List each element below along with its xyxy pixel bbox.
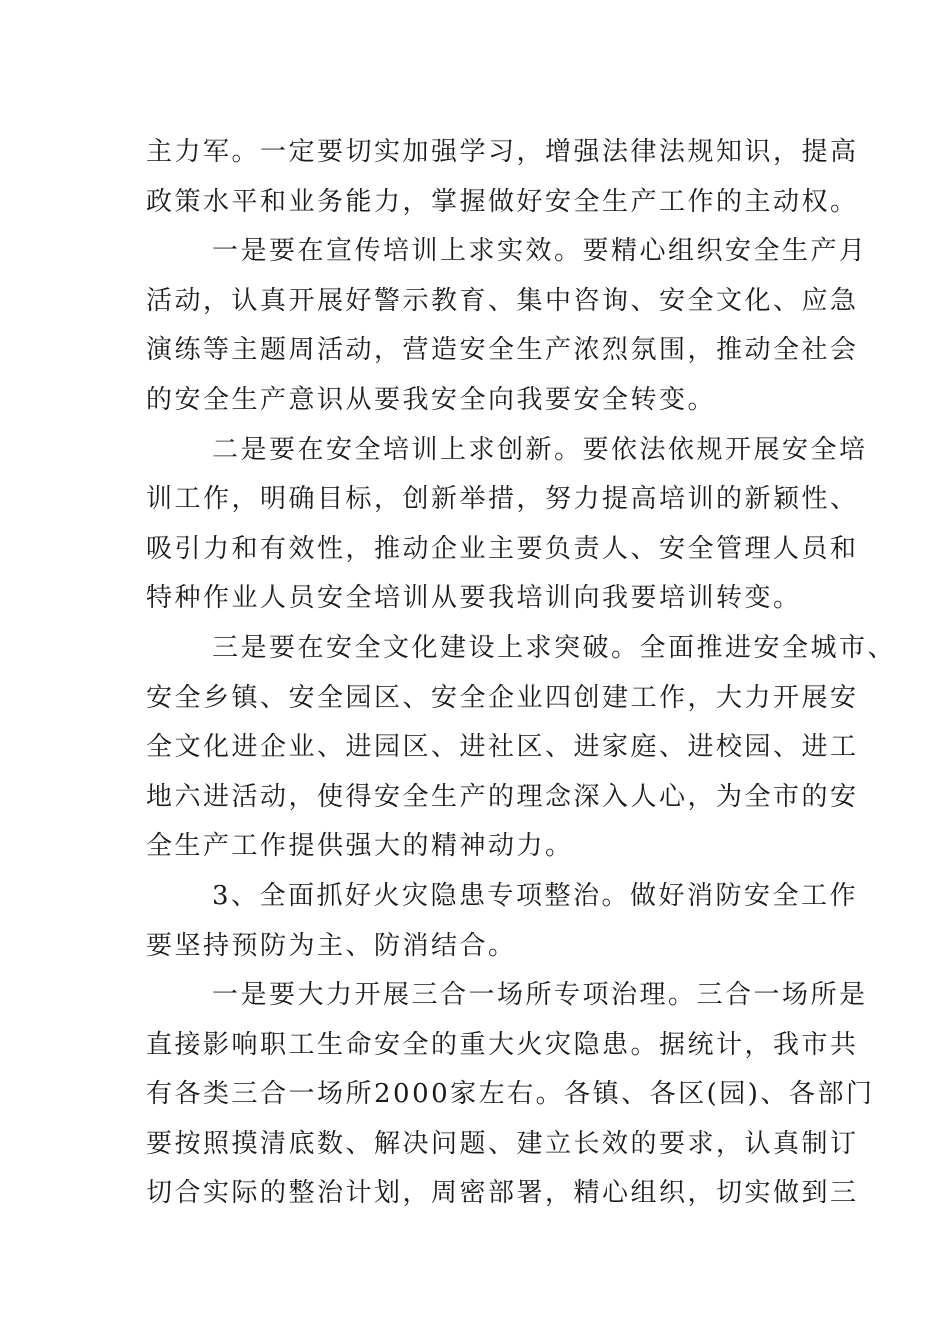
text-line: 二是要在安全培训上求创新。要依法依规开展安全培 bbox=[212, 434, 868, 465]
text-line: 主力军。一定要切实加强学习，增强法律法规知识，提高 bbox=[146, 137, 859, 167]
text-line: 要坚持预防为主、防消结合。 bbox=[146, 930, 517, 961]
text-line: 安全乡镇、安全园区、安全企业四创建工作，大力开展安 bbox=[146, 682, 859, 713]
text-line: 有各类三合一场所2000家左右。各镇、各区(园)、各部门 bbox=[146, 1079, 875, 1110]
text-line: 要按照摸清底数、解决问题、建立长效的要求，认真制订 bbox=[146, 1128, 859, 1159]
text-line: 切合实际的整治计划，周密部署，精心组织，切实做到三 bbox=[146, 1178, 859, 1209]
text-line: 全文化进企业、进园区、进社区、进家庭、进校园、进工 bbox=[146, 732, 859, 763]
text-line: 3、全面抓好火灾隐患专项整治。做好消防安全工作 bbox=[212, 880, 859, 911]
text-line: 一是要在宣传培训上求实效。要精心组织安全生产月 bbox=[212, 236, 868, 267]
text-line: 三是要在安全文化建设上求突破。全面推进安全城市、 bbox=[212, 632, 897, 663]
text-line: 地六进活动，使得安全生产的理念深入人心，为全市的安 bbox=[146, 781, 859, 812]
body-text bbox=[146, 128, 897, 1219]
text-line: 直接影响职工生命安全的重大火灾隐患。据统计，我市共 bbox=[146, 1029, 859, 1060]
text-line: 活动，认真开展好警示教育、集中咨询、安全文化、应急 bbox=[146, 285, 859, 316]
text-line: 政策水平和业务能力，掌握做好安全生产工作的主动权。 bbox=[146, 186, 859, 217]
text-line: 吸引力和有效性，推动企业主要负责人、安全管理人员和 bbox=[146, 533, 859, 564]
text-line: 一是要大力开展三合一场所专项治理。三合一场所是 bbox=[212, 980, 868, 1011]
text-line: 全生产工作提供强大的精神动力。 bbox=[146, 831, 574, 862]
text-line: 训工作，明确目标，创新举措，努力提高培训的新颖性、 bbox=[146, 484, 859, 515]
text-line: 特种作业人员安全培训从要我培训向我要培训转变。 bbox=[146, 583, 802, 614]
text-line: 的安全生产意识从要我安全向我要安全转变。 bbox=[146, 384, 717, 415]
text-line: 演练等主题周活动，营造安全生产浓烈氛围，推动全社会 bbox=[146, 335, 859, 366]
